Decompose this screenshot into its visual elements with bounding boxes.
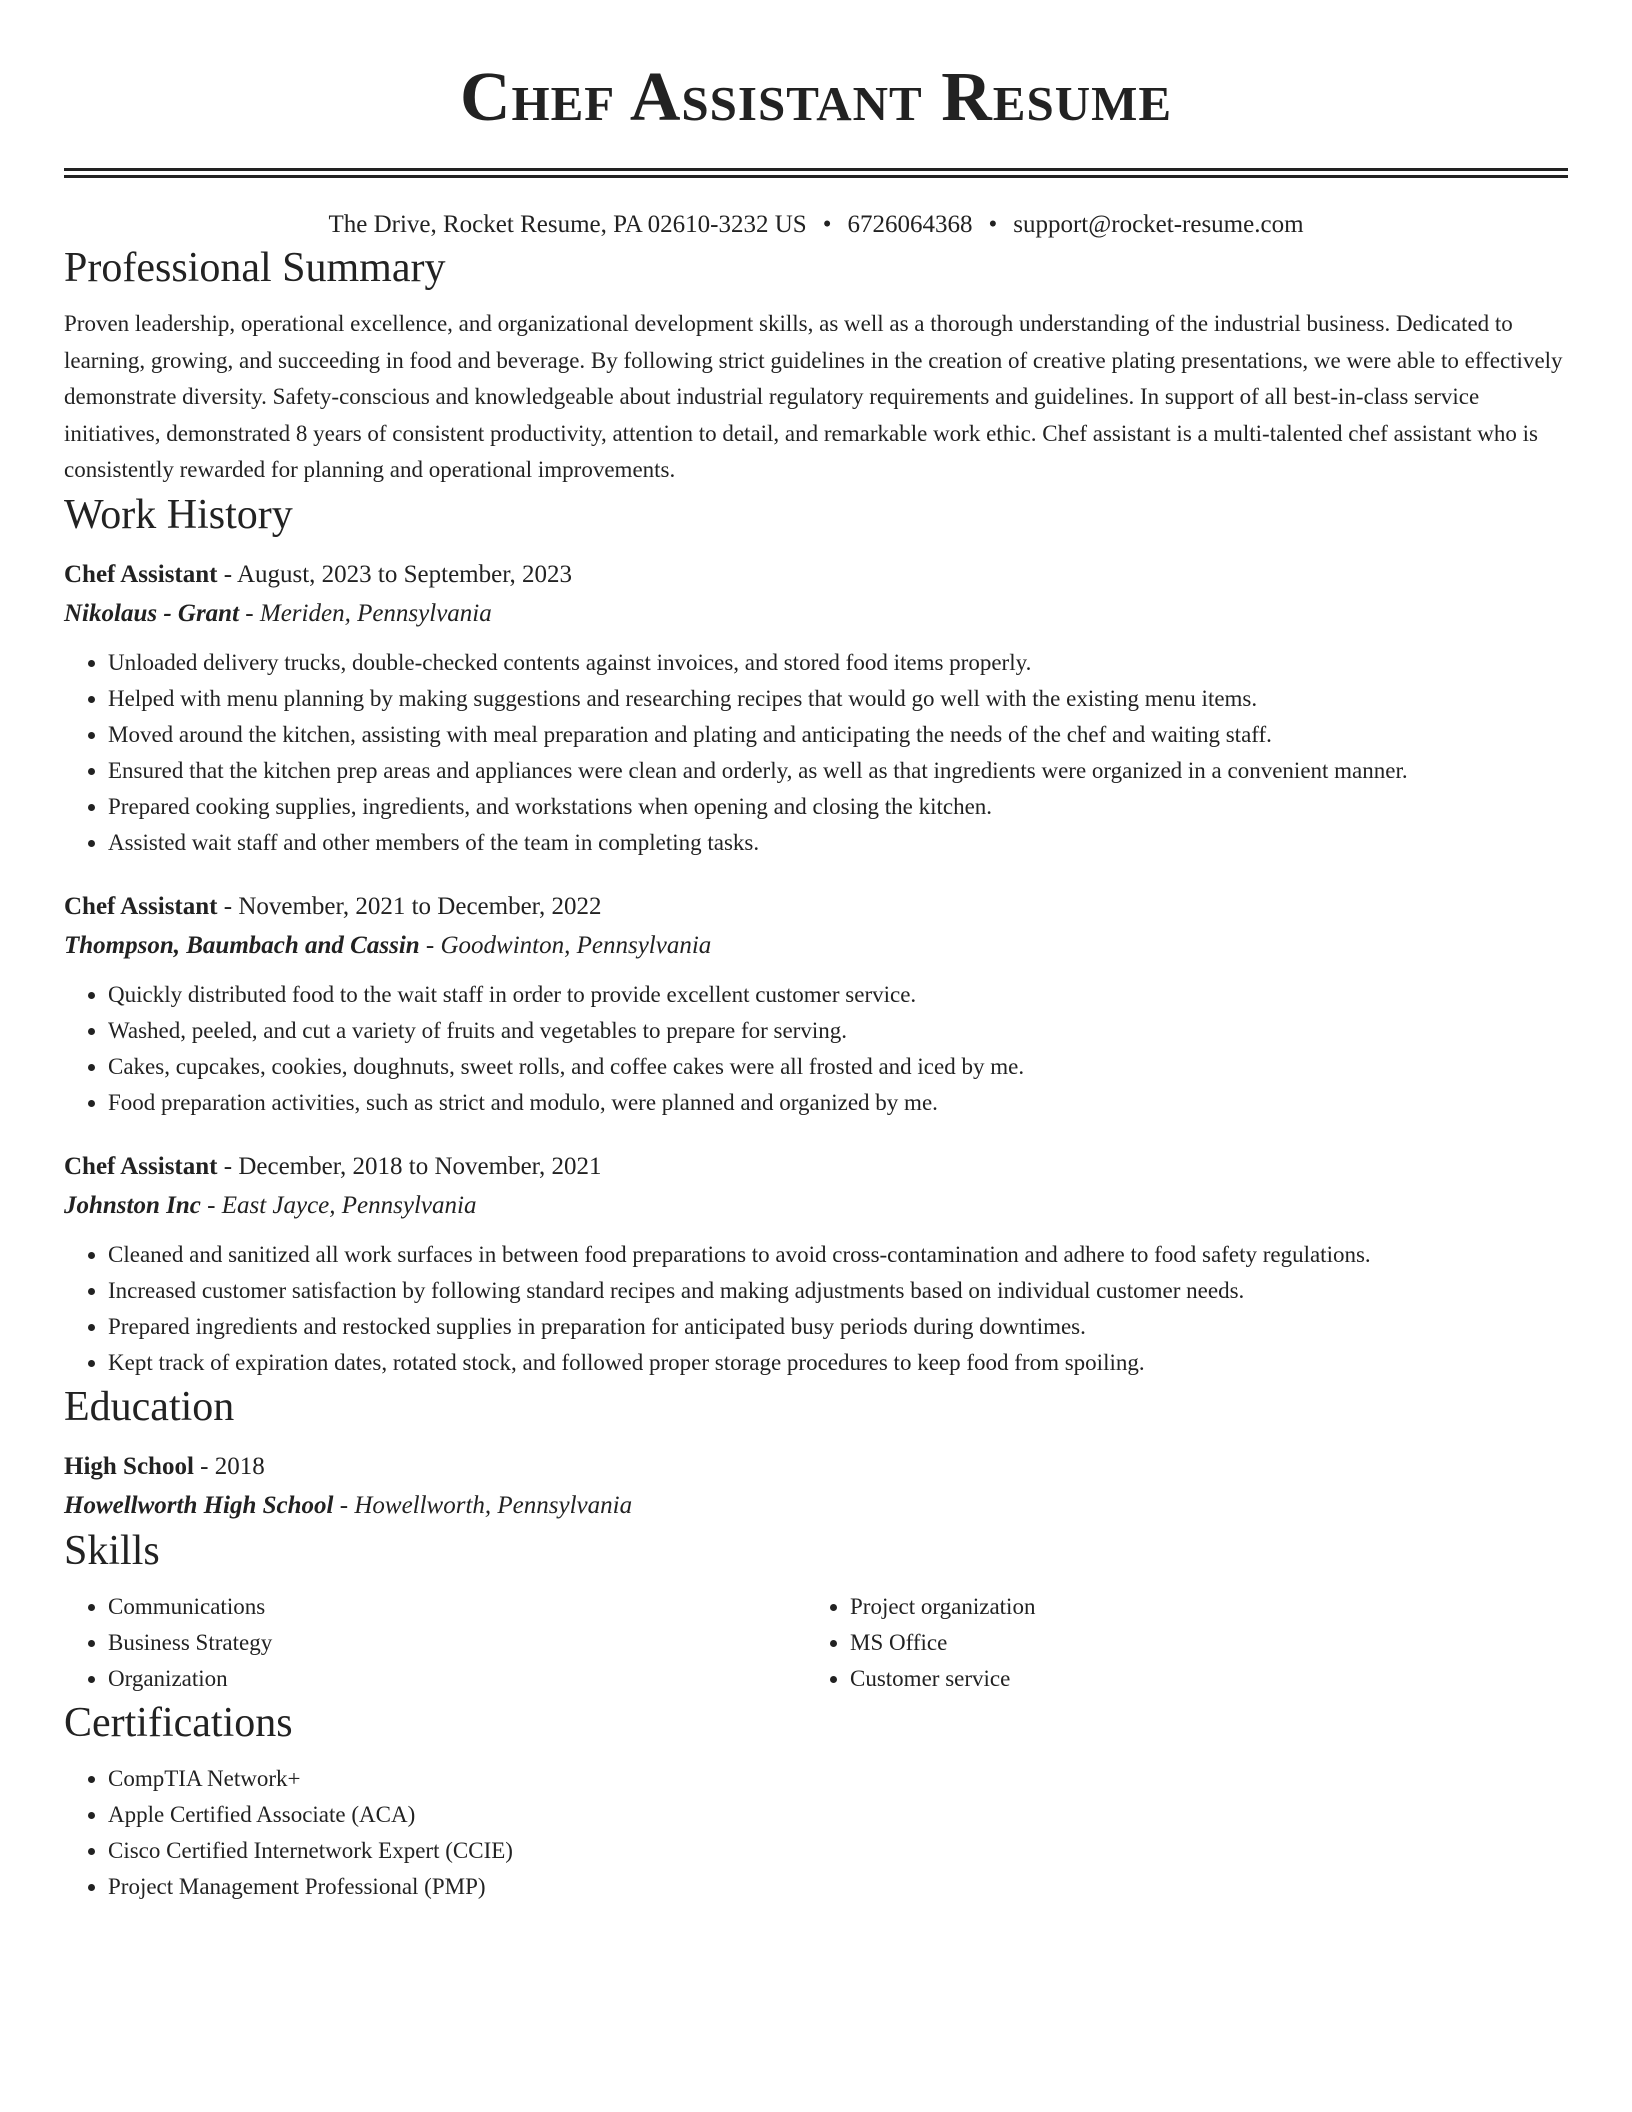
education-degree-line [64,1447,1568,1486]
job-bullet: • Moved around the kitchen, assisting with meal preparation and plating and anticipating the needs of the chef and waiting staff. [108,717,1568,753]
job-title-line [64,887,1568,926]
summary-heading: Professional Summary [64,245,446,291]
contact-line [64,208,1568,242]
skills-heading: Skills [64,1527,160,1574]
certifications-heading: Certifications [64,1699,293,1746]
job-bullet: • Unloaded delivery trucks, double-checked contents against invoices, and stored food items properly. [108,645,1568,681]
work-history-heading: Work History [64,491,293,538]
resume-title: Chef Assistant Resume [459,59,1173,136]
job-company: Thompson, Baumbach and Cassin [64,931,420,959]
job-company-line [64,1186,1568,1225]
job-bullet: • Helped with menu planning by making suggestions and researching recipes that would go well with the existing menu items. [108,681,1568,717]
job-title: Chef Assistant [64,1152,218,1180]
job-title: Chef Assistant [64,560,218,588]
job-location: - East Jayce, Pennsylvania [200,1191,477,1219]
summary-text: Proven leadership, operational excellence, and organizational development skills, as well as a thorough understanding of the industrial business. Dedicated to learning, growing, and succeeding in food and beverage. By following strict guidelines in the creation of creative plating presentations, we were able to effectively demonstrate diversity. Safety-conscious and knowledgeable about industrial regulatory requirements and guidelines. In support of all best-in-class service initiatives, demonstrated 8 years of consistent productivity, attention to detail, and remarkable work ethic. Chef assistant is a multi-talented chef assistant who is consistently rewarded for planning and operational improvements. [64,311,1563,482]
job-bullet: • Increased customer satisfaction by following standard recipes and making adjustments based on individual customer needs. [108,1273,1568,1309]
education-school: Howellworth High School [64,1491,334,1519]
skill-item: • MS Office [850,1625,1548,1661]
job-bullet: • Quickly distributed food to the wait staff in order to provide excellent customer service. [108,977,1568,1013]
education-year: - 2018 [193,1452,265,1480]
job-bullet: • Kept track of expiration dates, rotated stock, and followed proper storage procedures to keep food from spoiling. [108,1345,1568,1381]
contact-separator: • [822,211,832,238]
certification-item: • Cisco Certified Internetwork Expert (CCIE) [108,1833,1568,1869]
job-company-line [64,926,1568,965]
job-bullet-list [64,977,1568,1121]
job-company: Nikolaus - Grant [64,599,240,627]
job-bullet: • Food preparation activities, such as strict and modulo, were planned and organized by me. [108,1085,1568,1121]
skill-item: • Organization [108,1661,806,1697]
certification-item: • Project Management Professional (PMP) [108,1869,1568,1905]
job-entry [64,887,1568,1121]
job-company: Johnston Inc [64,1191,201,1219]
education-entry [64,1447,1568,1525]
skills-column-left [64,1589,806,1697]
education-heading: Education [64,1383,235,1430]
job-bullet: • Cakes, cupcakes, cookies, doughnuts, sweet rolls, and coffee cakes were all frosted and iced by me. [108,1049,1568,1085]
job-bullet: • Cleaned and sanitized all work surfaces in between food preparations to avoid cross-contamination and adhere to food safety regulations. [108,1237,1568,1273]
skills-list [806,1589,1548,1697]
certification-item: • CompTIA Network+ [108,1761,1568,1797]
skills-list [64,1589,806,1697]
job-title: Chef Assistant [64,892,218,920]
education-school-line [64,1486,1568,1525]
skill-item: • Project organization [850,1589,1548,1625]
job-dates: - August, 2023 to September, 2023 [217,560,573,588]
contact-email: support@rocket-resume.com [1013,211,1304,238]
job-bullet: • Prepared ingredients and restocked supplies in preparation for anticipated busy periods during downtimes. [108,1309,1568,1345]
contact-separator: • [988,211,998,238]
skills-grid [64,1589,1568,1697]
job-location: - Meriden, Pennsylvania [239,599,492,627]
job-bullet-list [64,1237,1568,1381]
skill-item: • Business Strategy [108,1625,806,1661]
job-bullet: • Prepared cooking supplies, ingredients, and workstations when opening and closing the kitchen. [108,789,1568,825]
job-location: - Goodwinton, Pennsylvania [419,931,712,959]
job-entry [64,1147,1568,1381]
job-bullet: • Ensured that the kitchen prep areas and appliances were clean and orderly, as well as that ingredients were organized in a convenient manner. [108,753,1568,789]
certifications-list [64,1761,1568,1905]
contact-phone: 6726064368 [847,211,973,238]
skill-item: • Communications [108,1589,806,1625]
job-dates: - December, 2018 to November, 2021 [217,1152,602,1180]
job-entry [64,555,1568,861]
job-title-line [64,555,1568,594]
skills-column-right [806,1589,1548,1697]
job-bullet: • Washed, peeled, and cut a variety of fruits and vegetables to prepare for serving. [108,1013,1568,1049]
job-dates: - November, 2021 to December, 2022 [217,892,602,920]
job-title-line [64,1147,1568,1186]
skill-item: • Customer service [850,1661,1548,1697]
title-double-rule [64,168,1568,178]
education-location: - Howellworth, Pennsylvania [333,1491,633,1519]
job-bullet: • Assisted wait staff and other members of the team in completing tasks. [108,825,1568,861]
resume-page [64,0,1568,1905]
job-company-line [64,594,1568,633]
certification-item: • Apple Certified Associate (ACA) [108,1797,1568,1833]
education-degree: High School [64,1452,194,1480]
contact-address: The Drive, Rocket Resume, PA 02610-3232 US [328,211,807,238]
job-bullet-list [64,645,1568,861]
